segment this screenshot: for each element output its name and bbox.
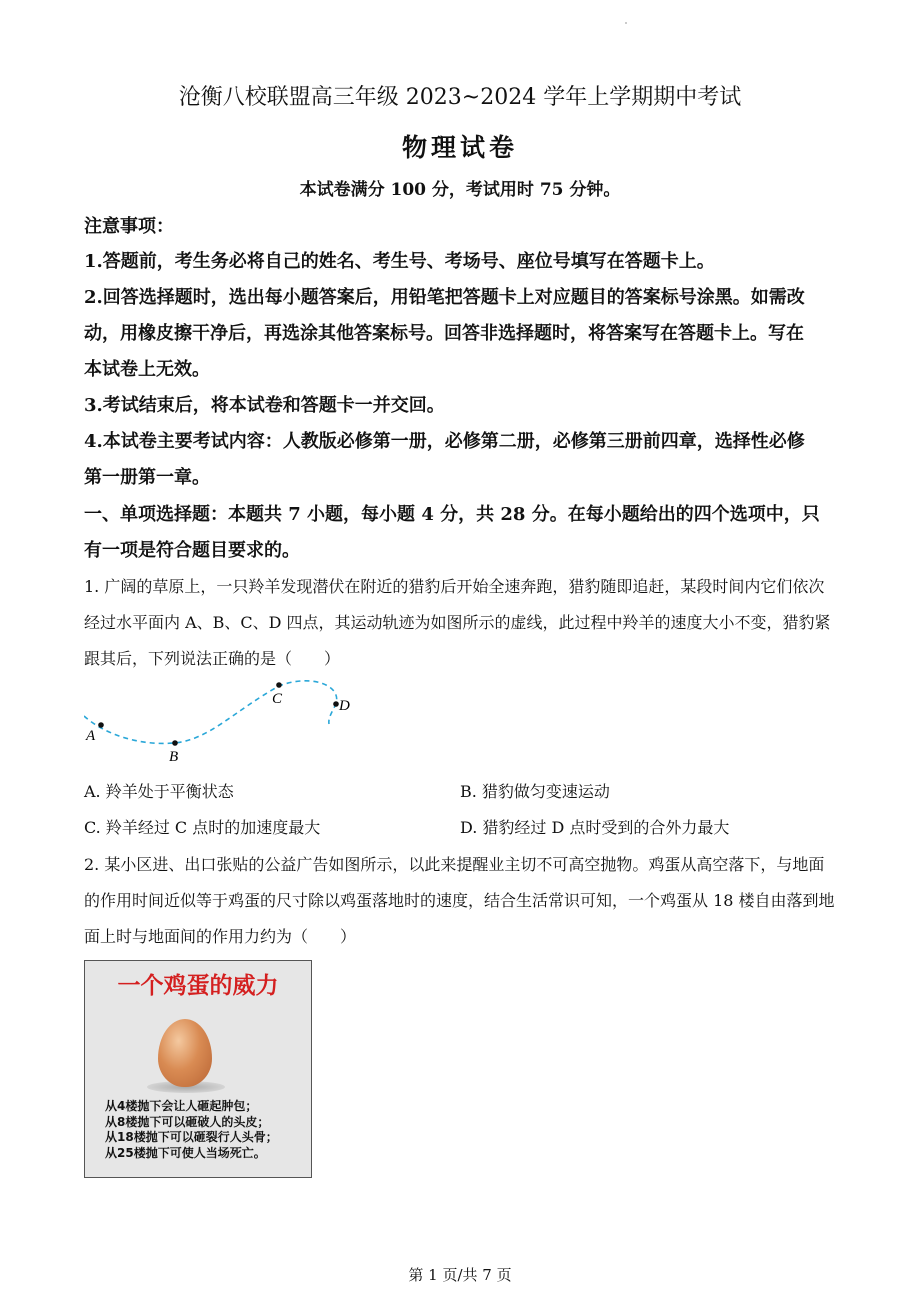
poster-line: 从25楼抛下可使人当场死亡。 xyxy=(105,1145,266,1160)
option-c: C. 羚羊经过 C 点时的加速度最大 xyxy=(84,818,321,837)
point-a-dot xyxy=(98,722,104,728)
exam-title: 沧衡八校联盟高三年级 2023~2024 学年上学期期中考试 xyxy=(178,85,742,110)
point-b-dot xyxy=(172,740,178,746)
note-line: 动，用橡皮擦干净后，再选涂其他答案标号。回答非选择题时，将答案写在答题卡上。写在 xyxy=(84,323,804,344)
section-heading: 一、单项选择题：本题共 7 小题，每小题 4 分，共 28 分。在每小题给出的四个选项中，只 xyxy=(84,504,820,525)
note-line: 3.考试结束后，将本试卷和答题卡一并交回。 xyxy=(84,395,445,416)
poster-title: 一个鸡蛋的威力 xyxy=(117,973,279,999)
point-a-label: A xyxy=(86,728,96,744)
notes-heading: 注意事项： xyxy=(84,216,174,237)
note-line: 1.答题前，考生务必将自己的姓名、考生号、考场号、座位号填写在答题卡上。 xyxy=(84,251,715,272)
poster-line: 从4楼抛下会让人砸起肿包； xyxy=(105,1099,258,1113)
point-c-label: C xyxy=(272,691,283,707)
exam-subject-title: 物理试卷 xyxy=(401,133,518,162)
point-d-dot xyxy=(333,701,339,707)
question-1-text: 跟其后，下列说法正确的是（ ） xyxy=(84,649,341,668)
poster-line: 从18楼抛下可以砸裂行人头骨； xyxy=(105,1130,278,1144)
note-line: 2.回答选择题时，选出每小题答案后，用铅笔把答题卡上对应题目的答案标号涂黑。如需改 xyxy=(84,287,805,308)
egg-illustration xyxy=(158,1019,212,1087)
score-line: 本试卷满分 100 分，考试用时 75 分钟。 xyxy=(299,180,621,200)
question-2-text: 的作用时间近似等于鸡蛋的尺寸除以鸡蛋落地时的速度，结合生活常识可知，一个鸡蛋从 18 楼自由落到地 xyxy=(84,891,835,910)
scan-dot xyxy=(625,22,627,24)
question-2-text: 面上时与地面间的作用力约为（ ） xyxy=(84,927,357,946)
poster-text xyxy=(105,1099,278,1161)
page-footer: 第 1 页/共 7 页 xyxy=(408,1266,512,1284)
point-d-label: D xyxy=(339,698,350,714)
option-b: B. 猎豹做匀变速运动 xyxy=(460,782,610,801)
point-c-dot xyxy=(276,682,282,688)
note-line: 本试卷上无效。 xyxy=(84,359,210,380)
note-line: 第一册第一章。 xyxy=(84,467,210,488)
section-heading: 有一项是符合题目要求的。 xyxy=(84,540,300,561)
option-a: A. 羚羊处于平衡状态 xyxy=(84,782,234,801)
point-b-label: B xyxy=(169,749,179,765)
question-1-text: 经过水平面内 A、B、C、D 四点，其运动轨迹为如图所示的虚线，此过程中羚羊的速度大小不变，猎豹紧 xyxy=(84,613,831,632)
question-1-text: 1. 广阔的草原上，一只羚羊发现潜伏在附近的猎豹后开始全速奔跑，猎豹随即追赶，某段时间内它们依次 xyxy=(84,577,825,596)
poster-line: 从8楼抛下可以砸破人的头皮； xyxy=(105,1114,270,1129)
option-d: D. 猎豹经过 D 点时受到的合外力最大 xyxy=(460,818,730,837)
egg-poster xyxy=(84,960,312,1178)
question-2-text: 2. 某小区进、出口张贴的公益广告如图所示，以此来提醒业主切不可高空抛物。鸡蛋从高空落下，与地面 xyxy=(84,855,825,874)
note-line: 4.本试卷主要考试内容：人教版必修第一册，必修第二册，必修第三册前四章，选择性必修 xyxy=(84,431,805,452)
